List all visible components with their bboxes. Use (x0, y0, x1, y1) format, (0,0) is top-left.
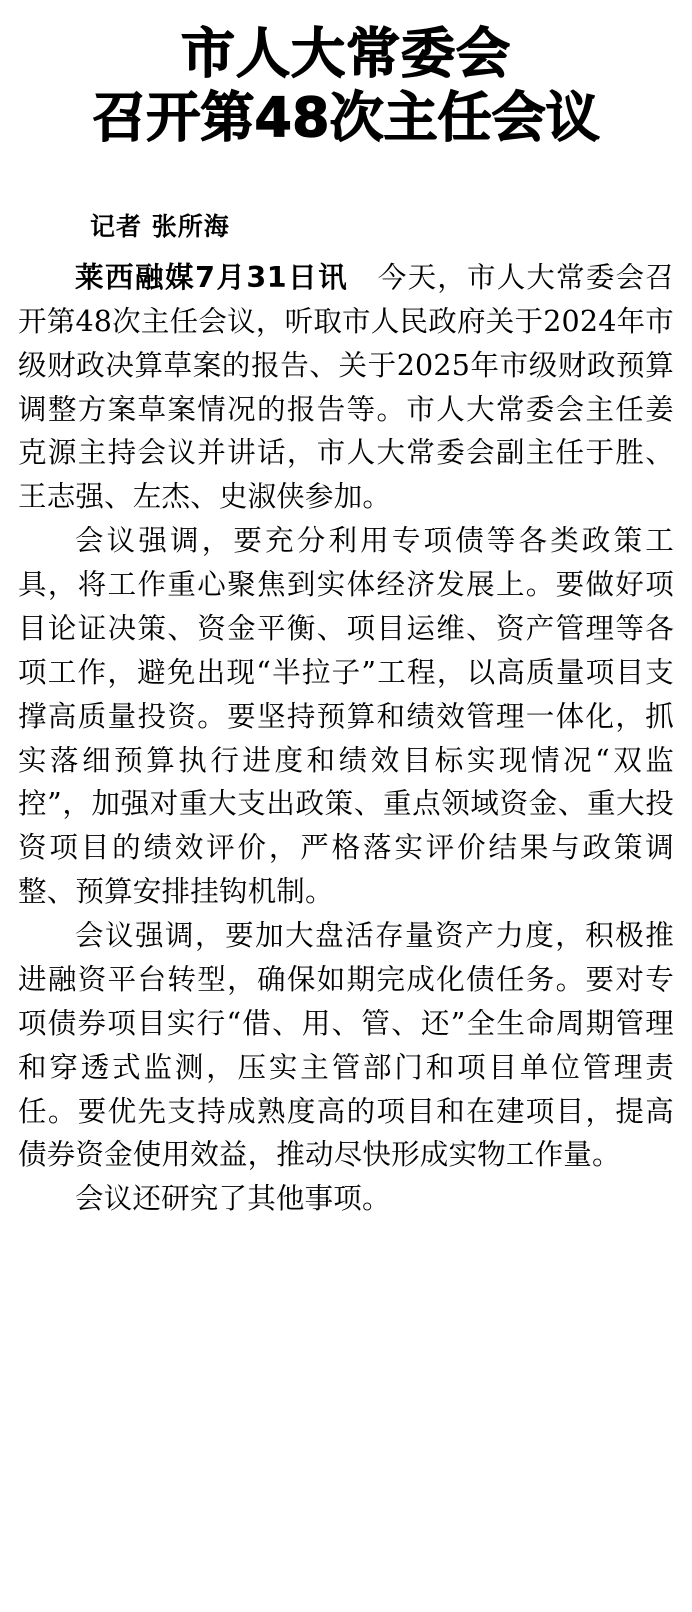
paragraph-3: 会议强调，要加大盘活存量资产力度，积极推进融资平台转型，确保如期完成化债任务。要对专项债券项目实行“借、用、管、还”全生命周期管理和穿透式监测，压实主管部门和项目单位管理责任。要优先支持成熟度高的项目和在建项目，提高债券资金使用效益，推动尽快形成实物工作量。 (18, 919, 674, 1172)
headline-line-1: 市人大常委会 (181, 22, 511, 85)
paragraph-2: 会议强调，要充分利用专项债等各类政策工具，将工作重心聚焦到实体经济发展上。要做好项目论证决策、资金平衡、项目运维、资产管理等各项工作，避免出现“半拉子”工程，以高质量项目支撑高质量投资。要坚持预算和绩效管理一体化，抓实落细预算执行进度和绩效目标实现情况“双监控”，加强对重大支出政策、重点领域资金、重大投资项目的绩效评价，严格落实评价结果与政策调整、预算安排挂钩机制。 (18, 524, 674, 909)
page-title (0, 0, 692, 149)
paragraph-1-text: 今天，市人大常委会召开第48次主任会议，听取市人民政府关于2024年市级财政决算草案的报告、关于2025年市级财政预算调整方案草案情况的报告等。市人大常委会主任姜克源主持会议并讲话，市人大常委会副主任于胜、王志强、左杰、史淑侠参加。 (18, 260, 674, 514)
byline: 记者 张所海 (90, 212, 230, 242)
paragraph-1 (18, 256, 674, 519)
article-body (0, 256, 692, 1221)
paragraph-4: 会议还研究了其他事项。 (75, 1182, 391, 1216)
lead-source-label: 莱西融媒7月31日讯 (75, 260, 349, 294)
headline-line-2: 召开第48次主任会议 (92, 85, 600, 149)
